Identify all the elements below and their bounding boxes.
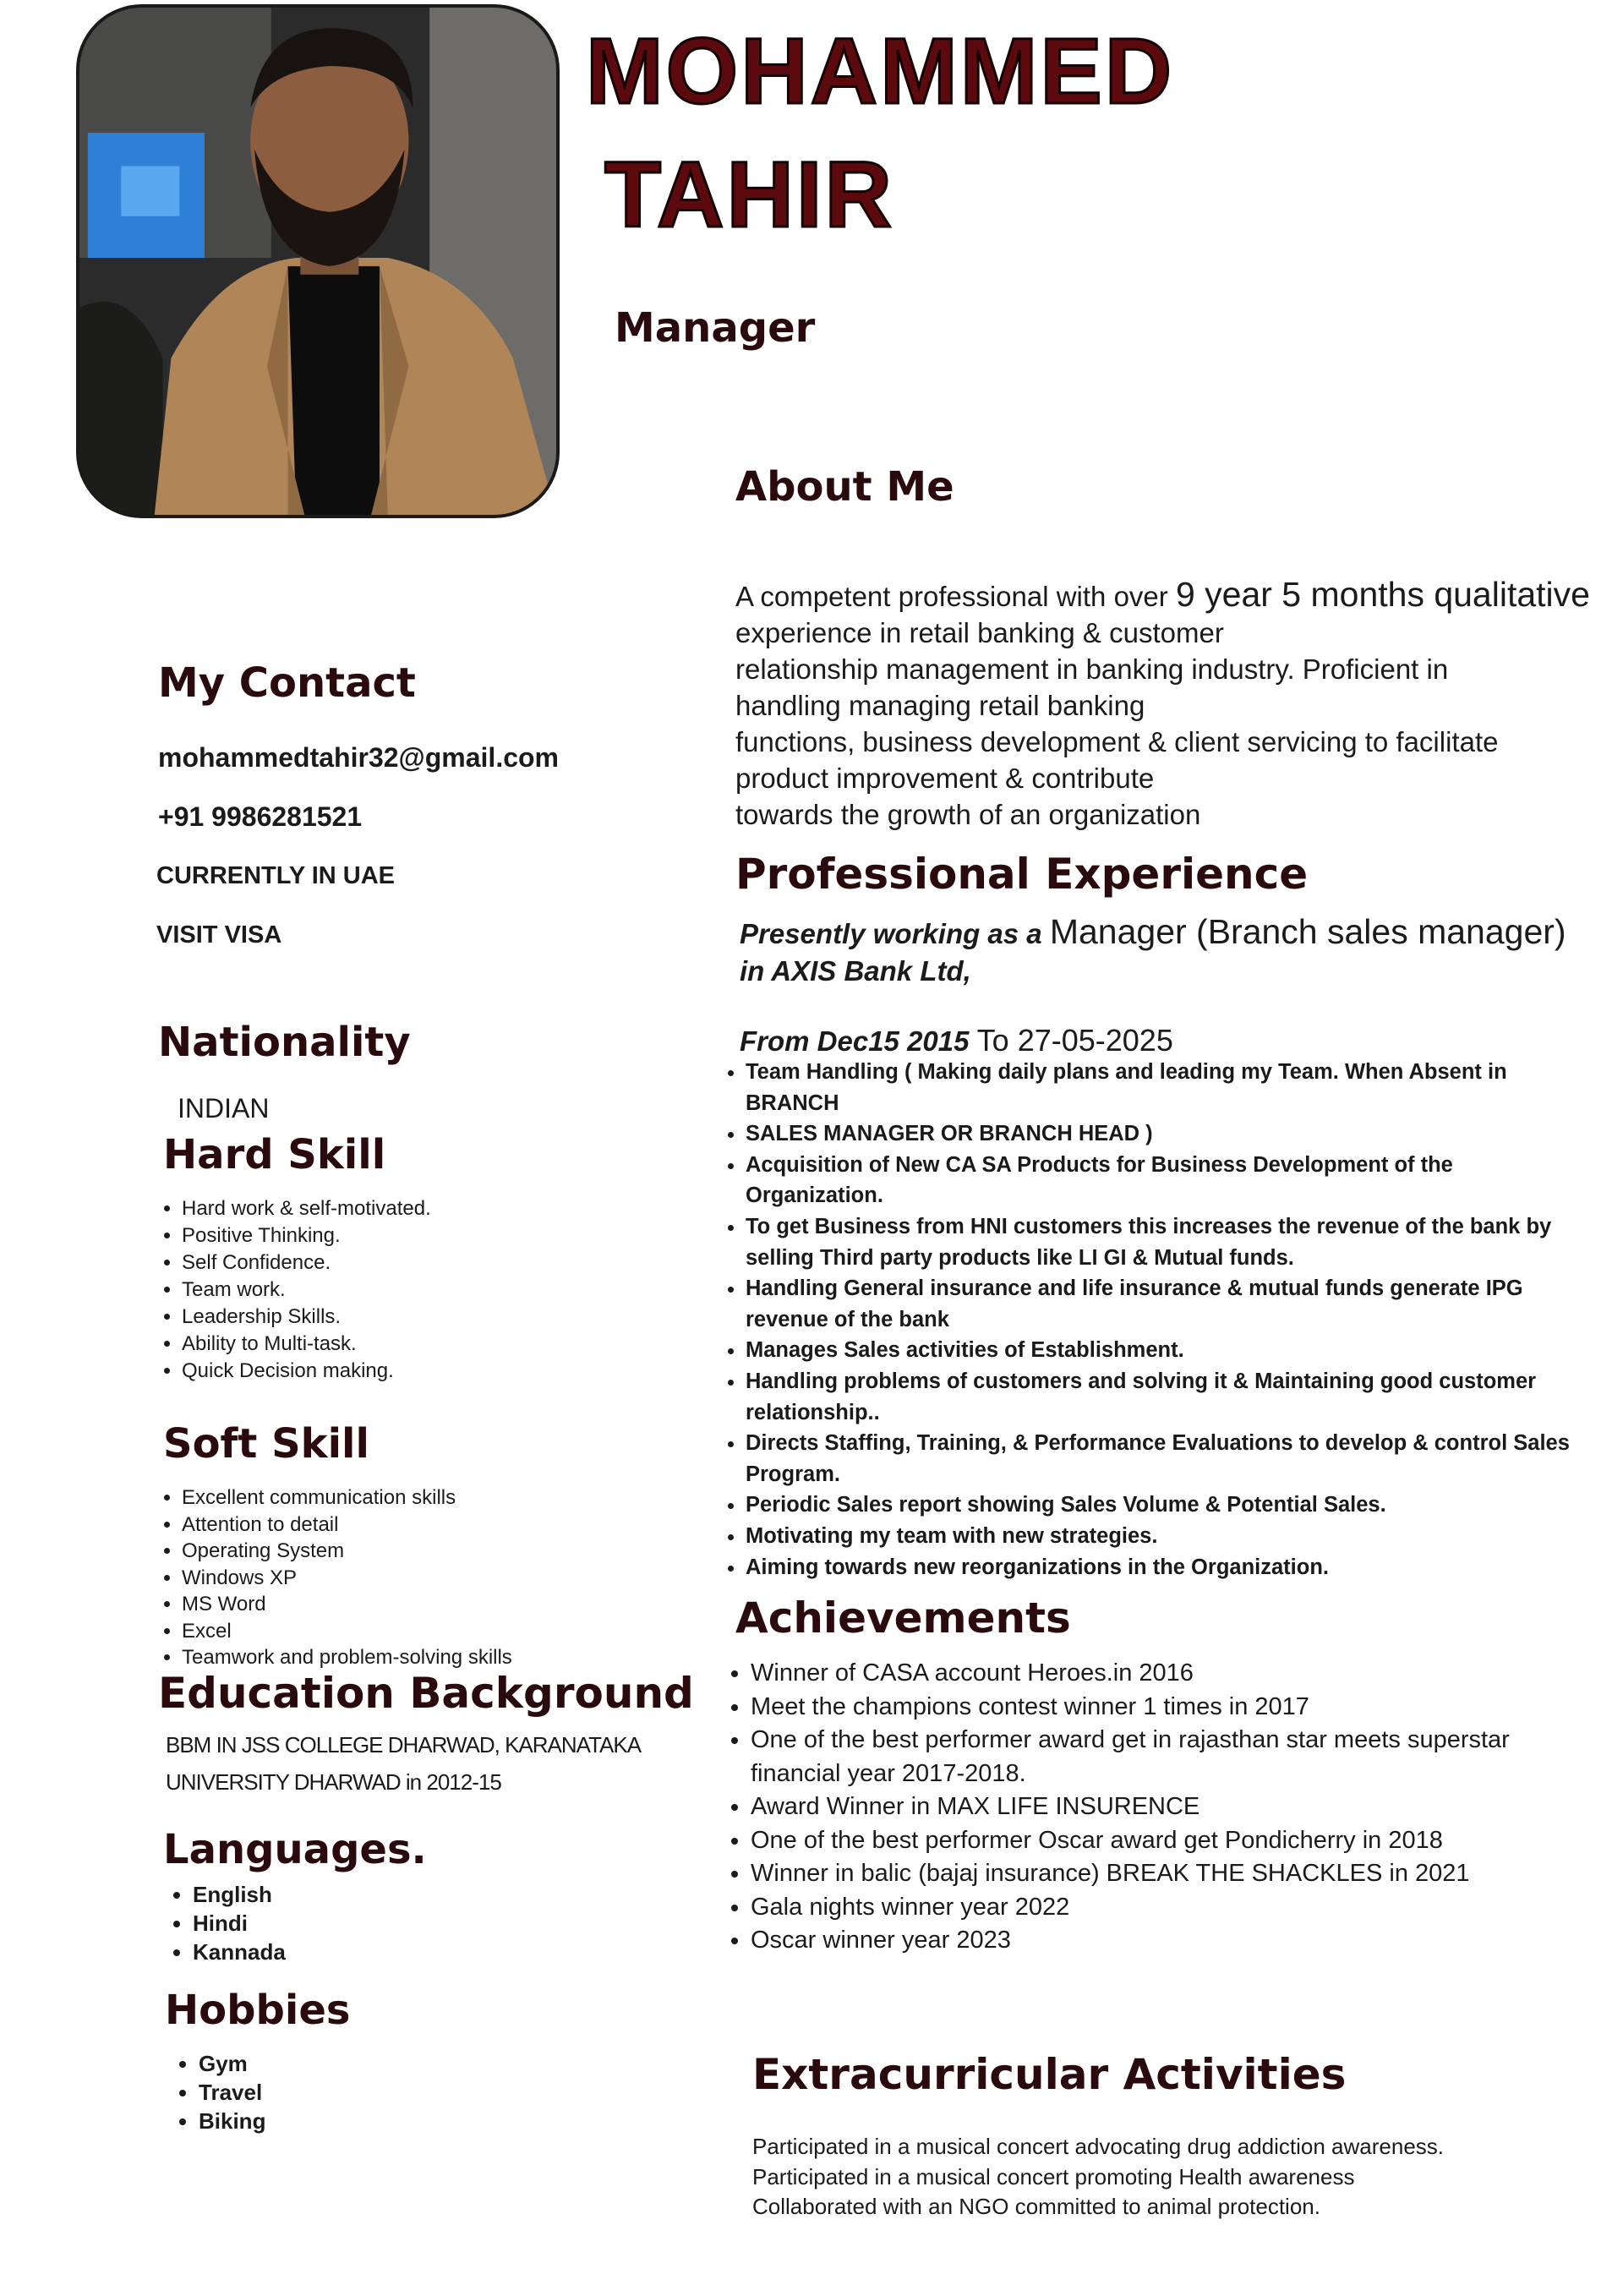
achievements-heading: Achievements: [735, 1594, 1071, 1643]
education-line: UNIVERSITY DHARWAD in 2012-15: [166, 1769, 501, 1795]
about-lead: A competent professional with over: [735, 581, 1176, 612]
list-item: • Excellent communication skills: [182, 1484, 579, 1512]
list-item: • Directs Staffing, Training, & Performance Evaluations to develop & control Sales Program.: [746, 1428, 1572, 1490]
languages-heading: Languages.: [163, 1826, 427, 1873]
about-line-1: experience in retail banking & customer: [735, 617, 1224, 648]
about-line-4: functions, business development & client servicing to facilitate: [735, 726, 1499, 757]
list-item: • Winner of CASA account Heroes.in 2016: [751, 1657, 1564, 1691]
list-item: • Handling problems of customers and solving it & Maintaining good customer relationship..: [746, 1366, 1572, 1428]
list-item: • Quick Decision making.: [182, 1358, 435, 1385]
about-duration: 9 year 5 months qualitative: [1175, 575, 1590, 614]
experience-role: Manager (Branch sales manager): [1049, 912, 1566, 951]
contact-heading: My Contact: [158, 659, 416, 707]
contact-visa: VISIT VISA: [156, 921, 282, 948]
list-item: • One of the best performer award get in rajasthan star meets superstar financial year 2017-2018.: [751, 1724, 1564, 1790]
experience-from: From Dec15 2015: [740, 1025, 977, 1057]
about-line-3: handling managing retail banking: [735, 690, 1145, 721]
soft-skill-list: [156, 1484, 579, 1671]
list-item: • Self Confidence.: [182, 1249, 435, 1276]
list-item: • Operating System: [182, 1538, 579, 1565]
list-item: • Windows XP: [182, 1565, 579, 1592]
about-line-2: relationship management in banking industry. Proficient in: [735, 653, 1449, 685]
experience-intro: [740, 913, 1602, 990]
extracurricular-line: Participated in a musical concert promoting Health awareness: [752, 2163, 1355, 2189]
experience-dates: [740, 1023, 1173, 1058]
experience-heading: Professional Experience: [735, 850, 1309, 899]
experience-list: [719, 1057, 1572, 1583]
about-line-0: [735, 577, 1598, 615]
list-item: • Hindi: [193, 1909, 286, 1938]
list-item: • One of the best performer Oscar award get Pondicherry in 2018: [751, 1824, 1564, 1858]
education-line: BBM IN JSS COLLEGE DHARWAD, KARANATAKA: [166, 1732, 642, 1758]
about-line-6: towards the growth of an organization: [735, 799, 1201, 830]
extracurricular-line: Participated in a musical concert advocating drug addiction awareness.: [752, 2134, 1445, 2159]
list-item: • Ability to Multi-task.: [182, 1331, 435, 1358]
list-item: • Oscar winner year 2023: [751, 1924, 1564, 1958]
profile-photo: [76, 4, 560, 518]
list-item: • MS Word: [182, 1591, 579, 1618]
list-item: • Travel: [199, 2078, 265, 2107]
list-item: • Winner in balic (bajaj insurance) BREAK THE SHACKLES in 2021: [751, 1857, 1564, 1891]
contact-location: CURRENTLY IN UAE: [156, 862, 395, 889]
hard-skill-list: [156, 1195, 435, 1385]
languages-list: [167, 1880, 286, 1966]
contact-phone[interactable]: +91 9986281521: [158, 801, 363, 832]
experience-intro-prefix: Presently working as a: [740, 918, 1050, 949]
contact-email[interactable]: mohammedtahir32@gmail.com: [158, 742, 559, 773]
list-item: • Periodic Sales report showing Sales Volume & Potential Sales.: [746, 1490, 1572, 1521]
list-item: • Award Winner in MAX LIFE INSURENCE: [751, 1790, 1564, 1824]
list-item: • Team Handling ( Making daily plans and leading my Team. When Absent in BRANCH: [746, 1057, 1572, 1118]
nationality-heading: Nationality: [158, 1019, 411, 1066]
list-item: • Handling General insurance and life insurance & mutual funds generate IPG revenue of the bank: [746, 1273, 1572, 1335]
education-heading: Education Background: [158, 1669, 694, 1718]
last-name: TAHIR: [604, 143, 894, 247]
about-line-5: product improvement & contribute: [735, 763, 1155, 794]
list-item: • Acquisition of New CA SA Products for Business Development of the Organization.: [746, 1150, 1572, 1211]
nationality-value: INDIAN: [178, 1093, 270, 1123]
soft-skill-heading: Soft Skill: [163, 1420, 369, 1468]
list-item: • Manages Sales activities of Establishment.: [746, 1335, 1572, 1366]
list-item: • Aiming towards new reorganizations in the Organization.: [746, 1552, 1572, 1583]
list-item: • Gala nights winner year 2022: [751, 1891, 1564, 1925]
list-item: • Kannada: [193, 1938, 286, 1966]
about-heading: About Me: [735, 463, 954, 511]
list-item: • Motivating my team with new strategies.: [746, 1521, 1572, 1552]
list-item: • SALES MANAGER OR BRANCH HEAD ): [746, 1118, 1572, 1150]
experience-role-line: [740, 913, 1602, 953]
experience-company: in AXIS Bank Ltd,: [740, 955, 971, 987]
list-item: • Meet the champions contest winner 1 times in 2017: [751, 1691, 1564, 1725]
hobbies-list: [173, 2049, 265, 2135]
list-item: • English: [193, 1880, 286, 1909]
extracurricular-heading: Extracurricular Activities: [752, 2050, 1347, 2099]
list-item: • Team work.: [182, 1276, 435, 1304]
list-item: • Hard work & self-motivated.: [182, 1195, 435, 1222]
list-item: • Leadership Skills.: [182, 1304, 435, 1331]
hard-skill-heading: Hard Skill: [163, 1131, 386, 1178]
about-text: [735, 577, 1598, 833]
hobbies-heading: Hobbies: [165, 1987, 351, 2034]
job-title: Manager: [615, 304, 816, 352]
experience-to: To 27-05-2025: [976, 1023, 1173, 1058]
list-item: • Attention to detail: [182, 1512, 579, 1539]
extracurricular-line: Collaborated with an NGO committed to animal protection.: [752, 2194, 1320, 2219]
list-item: • Teamwork and problem-solving skills: [182, 1644, 579, 1671]
list-item: • Biking: [199, 2107, 265, 2135]
achievements-list: [719, 1657, 1564, 1958]
list-item: • Gym: [199, 2049, 265, 2078]
extracurricular-text: [752, 2132, 1513, 2222]
first-name: MOHAMMED: [586, 19, 1175, 123]
list-item: • Excel: [182, 1618, 579, 1645]
list-item: • To get Business from HNI customers this increases the revenue of the bank by selling Third party products like LI GI & Mutual funds.: [746, 1211, 1572, 1273]
education-text: [166, 1726, 673, 1801]
list-item: • Positive Thinking.: [182, 1222, 435, 1249]
